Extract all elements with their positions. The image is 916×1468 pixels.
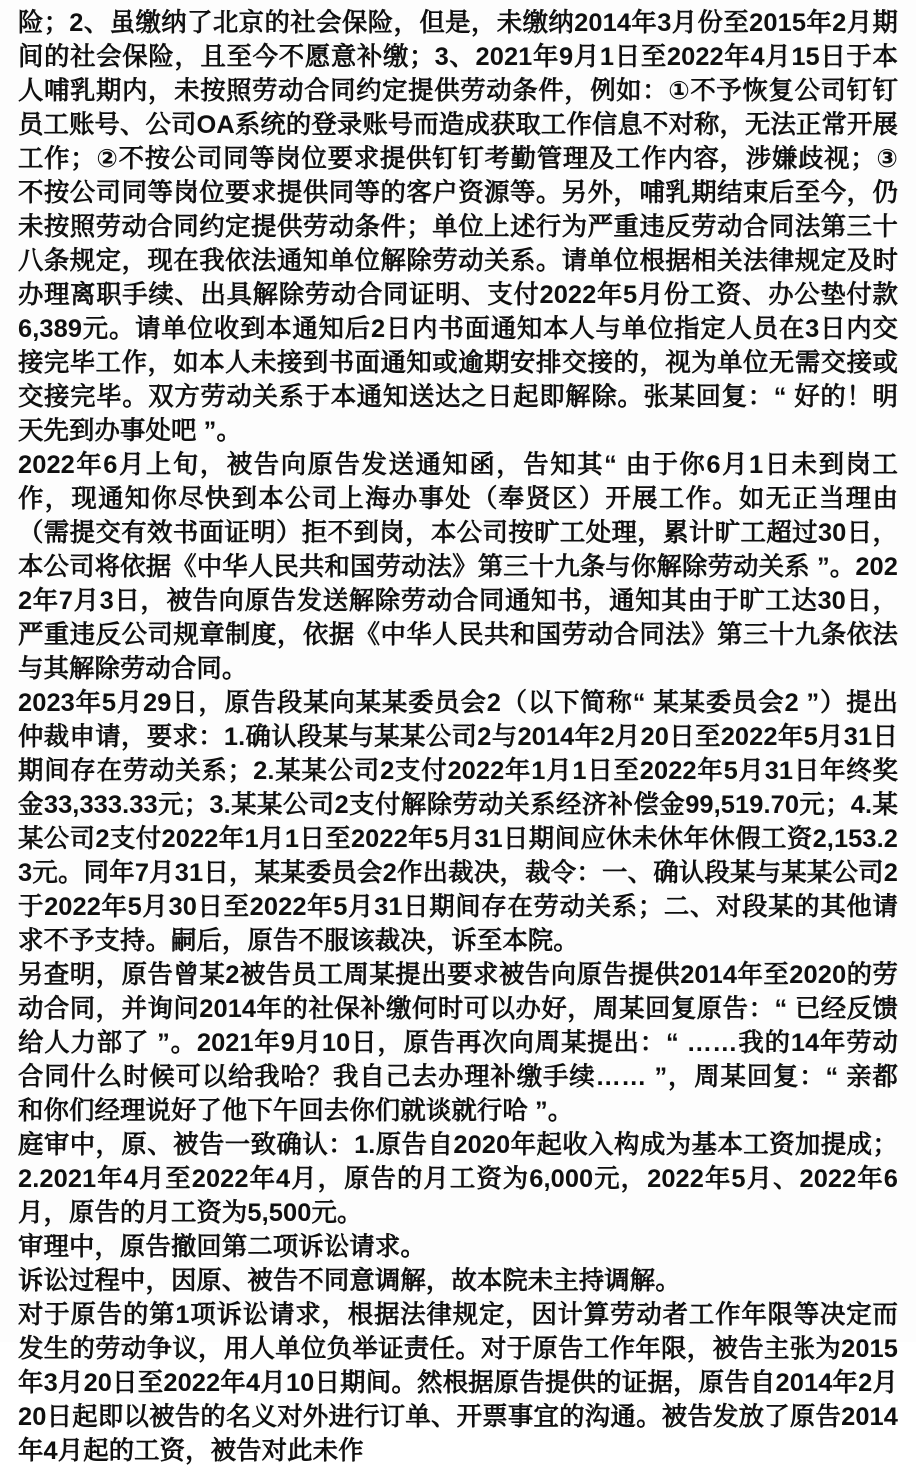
paragraph-no-mediation: 诉讼过程中，因原、被告不同意调解，故本院未主持调解。 bbox=[18, 1267, 681, 1295]
paragraph-employee-notice-of-termination: 险；2、虽缴纳了北京的社会保险，但是，未缴纳2014年3月份至2015年2月期间的社会保险，且至今不愿意补缴；3、2021年9月1日至2022年4月15日于本人哺乳期内，未按照劳动合同约定提供劳动条件，例如：①不予恢复公司钉钉员工账号、公司OA系统的登录账号而造成获取工作信息不对称，无法正常开展工作；②不按公司同等岗位要求提供钉钉考勤管理及工作内容，涉嫌歧视；③不按公司同等岗位要求提供同等的客户资源等。另外，哺乳期结束后至今，仍未按照劳动合同约定提供劳动条件；单位上述行为严重违反劳动合同法第三十八条规定，现在我依法通知单位解除劳动关系。请单位根据相关法律规定及时办理离职手续、出具解除劳动合同证明、支付2022年5月份工资、办公垫付款6,389元。请单位收到本通知后2日内书面通知本人与单位指定人员在3日内交接完毕工作，如本人未接到书面通知或逾期安排交接的，视为单位无需交接或交接完毕。双方劳动关系于本通知送达之日起即解除。张某回复：“ 好的！明天先到办事处吧 ”。 bbox=[18, 9, 898, 445]
paragraph-additional-findings-chat-records: 另查明，原告曾某2被告员工周某提出要求被告向原告提供2014年至2020的劳动合同，并询问2014年的社保补缴何时可以办好，周某回复原告：“ 已经反馈给人力部了 ”。2021年9月10日，原告再次向周某提出：“ ……我的14年劳动合同什么时候可以给我哈？我自己去办理补缴手续…… ”，周某回复：“ 亲都和你们经理说好了他下午回去你们就谈就行哈 ”。 bbox=[18, 961, 898, 1125]
paragraph-employer-notice-letter: 2022年6月上旬，被告向原告发送通知函，告知其“ 由于你6月1日未到岗工作，现通知你尽快到本公司上海办事处（奉贤区）开展工作。如无正当理由（需提交有效书面证明）拒不到岗，本公司按旷工处理，累计旷工超过30日，本公司将依据《中华人民共和国劳动法》第三十九条与你解除劳动关系 ”。2022年7月3日，被告向原告发送解除劳动合同通知书，通知其由于旷工达30日，严重违反公司规章制度，依据《中华人民共和国劳动合同法》第三十九条依法与其解除劳动合同。 bbox=[18, 451, 898, 683]
paragraph-court-reasoning-first-claim: 对于原告的第1项诉讼请求，根据法律规定，因计算劳动者工作年限等决定而发生的劳动争议，用人单位负举证责任。对于原告工作年限，被告主张为2015年3月20日至2022年4月10日期间。然根据原告提供的证据，原告自2014年2月20日起即以被告的名义对外进行订单、开票事宜的沟通。被告发放了原告2014年4月起的工资，被告对此未作 bbox=[18, 1301, 898, 1465]
paragraph-arbitration-application: 2023年5月29日，原告段某向某某委员会2（以下简称“ 某某委员会2 ”）提出仲裁申请，要求：1.确认段某与某某公司2与2014年2月20日至2022年5月31日期间存在劳动关系；2.某某公司2支付2022年1月1日至2022年5月31日年终奖金33,333.33元；3.某某公司2支付解除劳动关系经济补偿金99,519.70元；4.某某公司2支付2022年1月1日至2022年5月31日期间应休未休年休假工资2,153.23元。同年7月31日，某某委员会2作出裁决，裁令：一、确认段某与某某公司2于2022年5月30日至2022年5月31日期间存在劳动关系；二、对段某的其他请求不予支持。嗣后，原告不服该裁决，诉至本院。 bbox=[18, 689, 898, 955]
paragraph-withdrawal-of-second-claim: 审理中，原告撤回第二项诉讼请求。 bbox=[18, 1233, 426, 1261]
paragraph-trial-salary-confirmation: 庭审中，原、被告一致确认：1.原告自2020年起收入构成为基本工资加提成；2.2021年4月至2022年4月，原告的月工资为6,000元，2022年5月、2022年6月，原告的月工资为5,500元。 bbox=[18, 1131, 898, 1227]
